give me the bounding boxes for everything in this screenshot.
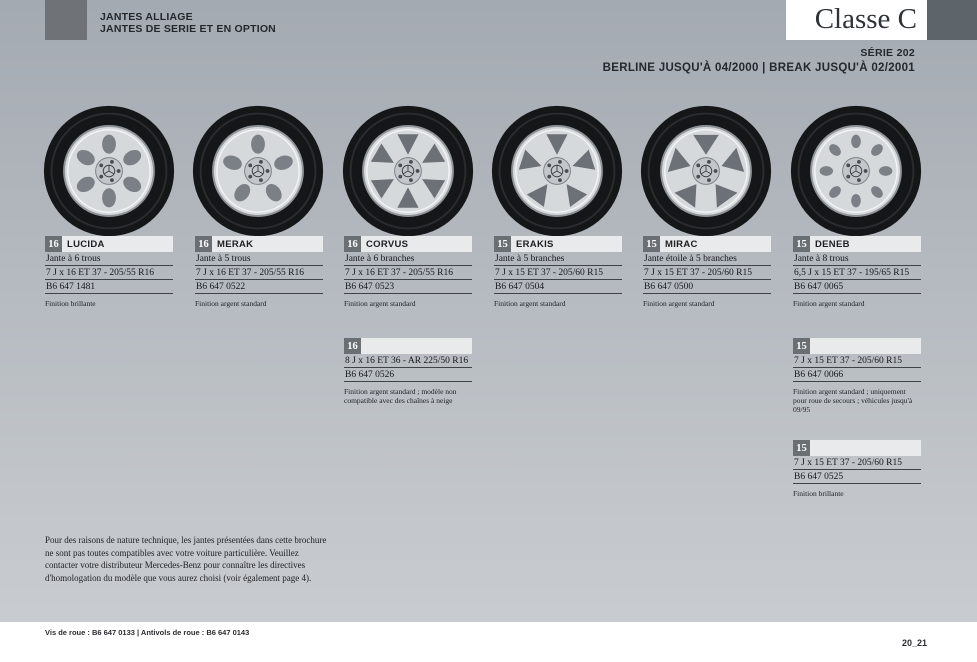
wheel-image-deneb xyxy=(789,104,923,238)
rim-hole xyxy=(251,135,265,154)
wheel-name-bar xyxy=(344,236,472,252)
lug-nut xyxy=(547,163,551,167)
option-size-bar xyxy=(793,338,921,354)
wheel-reference: B6 647 0065 xyxy=(793,280,921,294)
lug-nut xyxy=(110,160,114,164)
wheel-card-mirac xyxy=(643,236,771,308)
lug-nut xyxy=(99,175,103,179)
option-reference: B6 647 0066 xyxy=(793,368,921,382)
option-note: Finition brillante xyxy=(793,489,844,498)
wheel-finish-note: Finition argent standard xyxy=(494,299,566,308)
wheel-name-bar xyxy=(793,236,921,252)
wheel-reference: B6 647 1481 xyxy=(45,280,173,294)
wheel-reference: B6 647 0522 xyxy=(195,280,323,294)
wheel-finish-note: Finition argent standard xyxy=(643,299,715,308)
models-label: BERLINE JUSQU'À 04/2000 | BREAK JUSQU'À 02/2001 xyxy=(602,62,915,74)
compatibility-disclaimer: Pour des raisons de nature technique, les jantes présentées dans cette brochure ne sont pas toutes compatibles avec votre voiture particulière. Veuillez contacter votre distributeur Mercedes-Benz pour connaître les directives d'homologation du modèle que vous aurez choisi (voir également page 4). xyxy=(45,535,327,583)
footer-bolts-note: Vis de roue : B6 647 0133 | Antivols de roue : B6 647 0143 xyxy=(45,628,250,637)
wheel-reference: B6 647 0523 xyxy=(344,280,472,294)
wheel-name-bar xyxy=(45,236,173,252)
merak-wheel-graphic xyxy=(191,104,325,238)
size-badge: 15 xyxy=(793,440,810,456)
size-badge: 16 xyxy=(195,236,212,252)
option-spec: 7 J x 15 ET 37 - 205/60 R15 xyxy=(793,456,921,470)
lug-nut xyxy=(416,169,420,173)
rim-hole xyxy=(879,166,892,176)
lug-nut xyxy=(398,163,402,167)
lucida-wheel-graphic xyxy=(42,104,176,238)
size-badge: 15 xyxy=(494,236,511,252)
wheel-finish-note: Finition argent standard xyxy=(195,299,267,308)
wheel-finish-note: Finition argent standard xyxy=(793,299,865,308)
wheel-spec: 7 J x 16 ET 37 - 205/55 R16 xyxy=(45,266,173,280)
wheel-description: Jante à 8 trous xyxy=(793,252,921,266)
wheel-image-corvus xyxy=(341,104,475,238)
wheel-card-merak xyxy=(195,236,323,308)
wheel-spec: 7 J x 16 ET 37 - 205/55 R16 xyxy=(344,266,472,280)
header-subcategory: JANTES DE SERIE ET EN OPTION xyxy=(100,23,276,35)
wheel-name-bar xyxy=(643,236,771,252)
wheel-description: Jante à 6 trous xyxy=(45,252,173,266)
size-badge: 15 xyxy=(793,236,810,252)
header-category: JANTES ALLIAGE xyxy=(100,11,193,23)
lug-nut xyxy=(99,163,103,167)
wheel-description: Jante à 5 trous xyxy=(195,252,323,266)
wheel-name-bar xyxy=(195,236,323,252)
wheel-description: Jante à 6 branches xyxy=(344,252,472,266)
wheel-image-merak xyxy=(191,104,325,238)
option-card-corvus xyxy=(344,338,472,405)
wheel-description: Jante à 5 branches xyxy=(494,252,622,266)
lug-nut xyxy=(398,175,402,179)
wheel-spec: 7 J x 15 ET 37 - 205/60 R15 xyxy=(494,266,622,280)
lug-nut xyxy=(707,160,711,164)
lug-nut xyxy=(696,163,700,167)
wheel-finish-note: Finition argent standard xyxy=(344,299,416,308)
lug-nut xyxy=(409,178,413,182)
rim-hole xyxy=(820,166,833,176)
size-badge: 15 xyxy=(643,236,660,252)
lug-nut xyxy=(846,163,850,167)
lug-nut xyxy=(707,178,711,182)
header-accent-block xyxy=(45,0,87,40)
wheel-spec: 7 J x 16 ET 37 - 205/55 R16 xyxy=(195,266,323,280)
wheel-finish-note: Finition brillante xyxy=(45,299,96,308)
wheel-name: LUCIDA xyxy=(67,238,105,250)
wheel-name: ERAKIS xyxy=(516,238,554,250)
page-title: Classe C xyxy=(814,3,917,35)
option-reference: B6 647 0526 xyxy=(344,368,472,382)
option-size-bar xyxy=(344,338,472,354)
lug-nut xyxy=(248,163,252,167)
lug-nut xyxy=(864,169,868,173)
title-accent-strip xyxy=(927,0,977,40)
lug-nut xyxy=(714,169,718,173)
deneb-wheel-graphic xyxy=(789,104,923,238)
lug-nut xyxy=(696,175,700,179)
lug-nut xyxy=(117,169,121,173)
lug-nut xyxy=(110,178,114,182)
lug-nut xyxy=(409,160,413,164)
wheel-name: DENEB xyxy=(815,238,850,250)
lug-nut xyxy=(558,178,562,182)
wheel-name: MERAK xyxy=(217,238,254,250)
wheel-name-bar xyxy=(494,236,622,252)
wheel-image-lucida xyxy=(42,104,176,238)
mirac-wheel-graphic xyxy=(639,104,773,238)
option-note: Finition argent standard ; modèle non compatible avec des chaînes à neige xyxy=(344,387,457,405)
wheel-image-mirac xyxy=(639,104,773,238)
option-reference: B6 647 0525 xyxy=(793,470,921,484)
rim-hole xyxy=(102,188,116,207)
rim-hole xyxy=(851,135,861,148)
rim-hole xyxy=(851,194,861,207)
corvus-wheel-graphic xyxy=(341,104,475,238)
wheel-card-corvus xyxy=(344,236,472,308)
option-spec: 8 J x 16 ET 36 - AR 225/50 R16 xyxy=(344,354,472,368)
wheel-name: CORVUS xyxy=(366,238,409,250)
size-badge: 15 xyxy=(793,338,810,354)
size-badge: 16 xyxy=(45,236,62,252)
option-spec: 7 J x 15 ET 37 - 205/60 R15 xyxy=(793,354,921,368)
wheel-image-erakis xyxy=(490,104,624,238)
wheel-name: MIRAC xyxy=(665,238,698,250)
lug-nut xyxy=(259,178,263,182)
series-label: SÉRIE 202 xyxy=(860,47,915,59)
wheel-reference: B6 647 0500 xyxy=(643,280,771,294)
size-badge: 16 xyxy=(344,236,361,252)
option-card-deneb-spare xyxy=(793,338,921,414)
lug-nut xyxy=(248,175,252,179)
page-numbers: 20_21 xyxy=(902,638,928,648)
rim-hole xyxy=(102,135,116,154)
title-box xyxy=(786,0,927,40)
erakis-wheel-graphic xyxy=(490,104,624,238)
wheel-spec: 6,5 J x 15 ET 37 - 195/65 R15 xyxy=(793,266,921,280)
option-note: Finition argent standard ; uniquement pour roue de secours ; véhicules jusqu'à 09/95 xyxy=(793,387,913,414)
wheel-card-deneb xyxy=(793,236,921,308)
lug-nut xyxy=(558,160,562,164)
wheel-card-erakis xyxy=(494,236,622,308)
lug-nut xyxy=(846,175,850,179)
lug-nut xyxy=(857,160,861,164)
lug-nut xyxy=(266,169,270,173)
option-card-deneb-gloss xyxy=(793,440,921,498)
size-badge: 16 xyxy=(344,338,361,354)
lug-nut xyxy=(259,160,263,164)
lug-nut xyxy=(547,175,551,179)
wheel-card-lucida xyxy=(45,236,173,308)
lug-nut xyxy=(857,178,861,182)
lug-nut xyxy=(565,169,569,173)
wheel-spec: 7 J x 15 ET 37 - 205/60 R15 xyxy=(643,266,771,280)
wheel-description: Jante étoile à 5 branches xyxy=(643,252,771,266)
option-size-bar xyxy=(793,440,921,456)
wheel-reference: B6 647 0504 xyxy=(494,280,622,294)
